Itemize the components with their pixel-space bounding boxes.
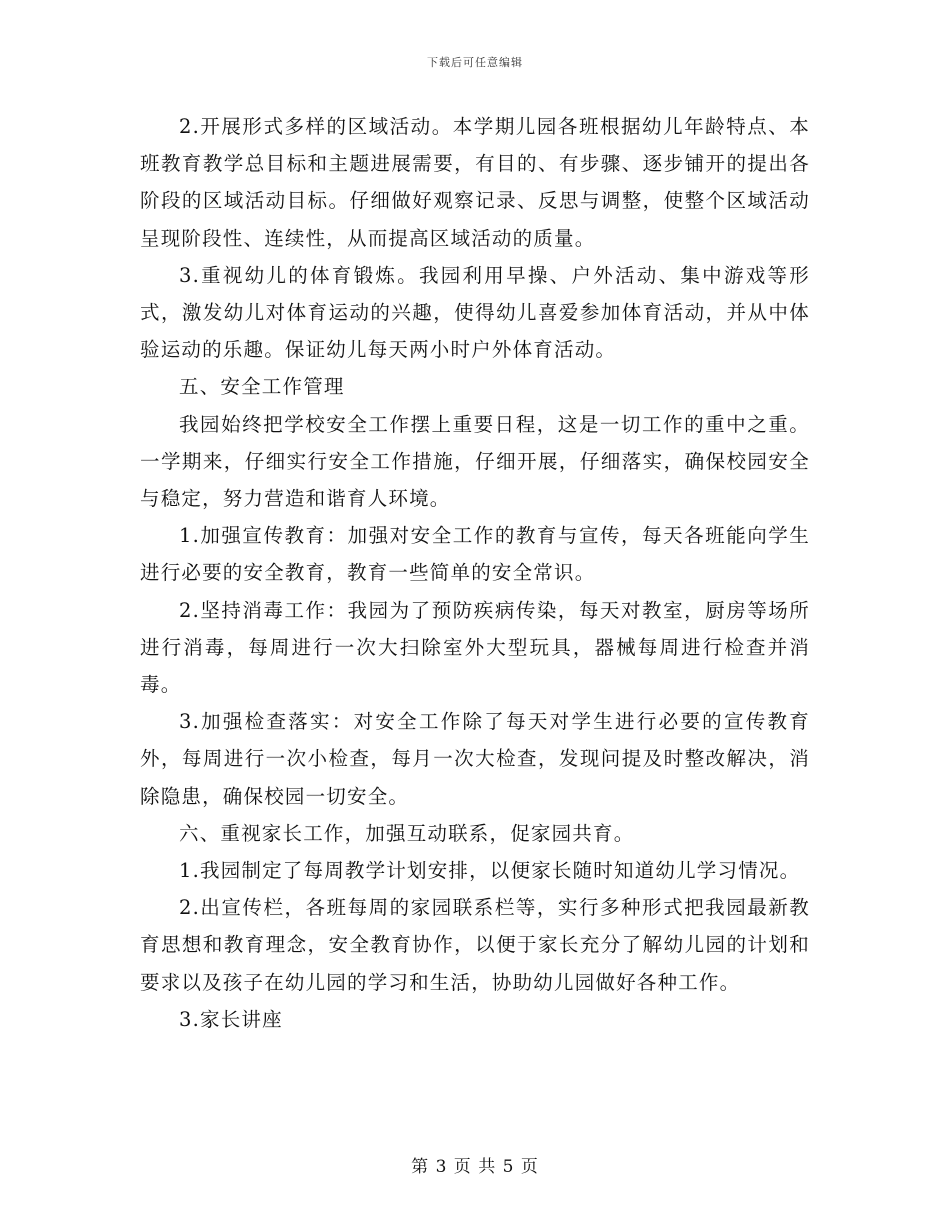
paragraph-parent-lecture: 3.家长讲座 <box>179 1007 283 1031</box>
page-header-note: 下载后可任意编辑 <box>427 56 523 69</box>
section-heading-safety: 五、安全工作管理 <box>179 375 345 399</box>
paragraph-safety-inspection: 3.加强检查落实：对安全工作除了每天对学生进行必要的宣传教育外，每周进行一次小检查，每月一次大检查，发现问提及时整改解决，消除隐患，确保校园一切安全。 <box>140 710 810 808</box>
document-body <box>140 108 810 1038</box>
paragraph-safety-disinfection: 2.坚持消毒工作：我园为了预防疾病传染，每天对教室，厨房等场所进行消毒，每周进行一次大扫除室外大型玩具，器械每周进行检查并消毒。 <box>140 598 810 697</box>
paragraph-region-activities: 2.开展形式多样的区域活动。本学期儿园各班根据幼儿年龄特点、本班教育教学总目标和主题进展需要，有目的、有步骤、逐步铺开的提出各阶段的区域活动目标。仔细做好观察记录、反思与调整，使整个区域活动呈现阶段性、连续性，从而提高区域活动的质量。 <box>140 115 810 250</box>
paragraph-safety-publicity: 1.加强宣传教育：加强对安全工作的教育与宣传，每天各班能向学生进行必要的安全教育，教育一些简单的安全常识。 <box>140 524 810 585</box>
paragraph-publicity-board: 2.出宣传栏，各班每周的家园联系栏等，实行多种形式把我园最新教育思想和教育理念，安全教育协作，以便于家长充分了解幼儿园的计划和要求以及孩子在幼儿园的学习和生活，协助幼儿园做好各种工作。 <box>140 896 810 994</box>
paragraph-safety-intro: 我园始终把学校安全工作摆上重要日程，这是一切工作的重中之重。一学期来，仔细实行安全工作措施，仔细开展，仔细落实，确保校园安全与稳定，努力营造和谐育人环境。 <box>140 412 810 511</box>
section-heading-parents: 六、重视家长工作，加强互动联系，促家园共育。 <box>179 821 635 845</box>
paragraph-physical-exercise: 3.重视幼儿的体育锻炼。我园利用早操、户外活动、集中游戏等形式，激发幼儿对体育运动的兴趣，使得幼儿喜爱参加体育活动，并从中体验运动的乐趣。保证幼儿每天两小时户外体育活动。 <box>140 263 810 362</box>
paragraph-weekly-plan: 1.我园制定了每周教学计划安排，以便家长随时知道幼儿学习情况。 <box>179 859 801 883</box>
page-number: 第 3 页 共 5 页 <box>411 1157 539 1177</box>
